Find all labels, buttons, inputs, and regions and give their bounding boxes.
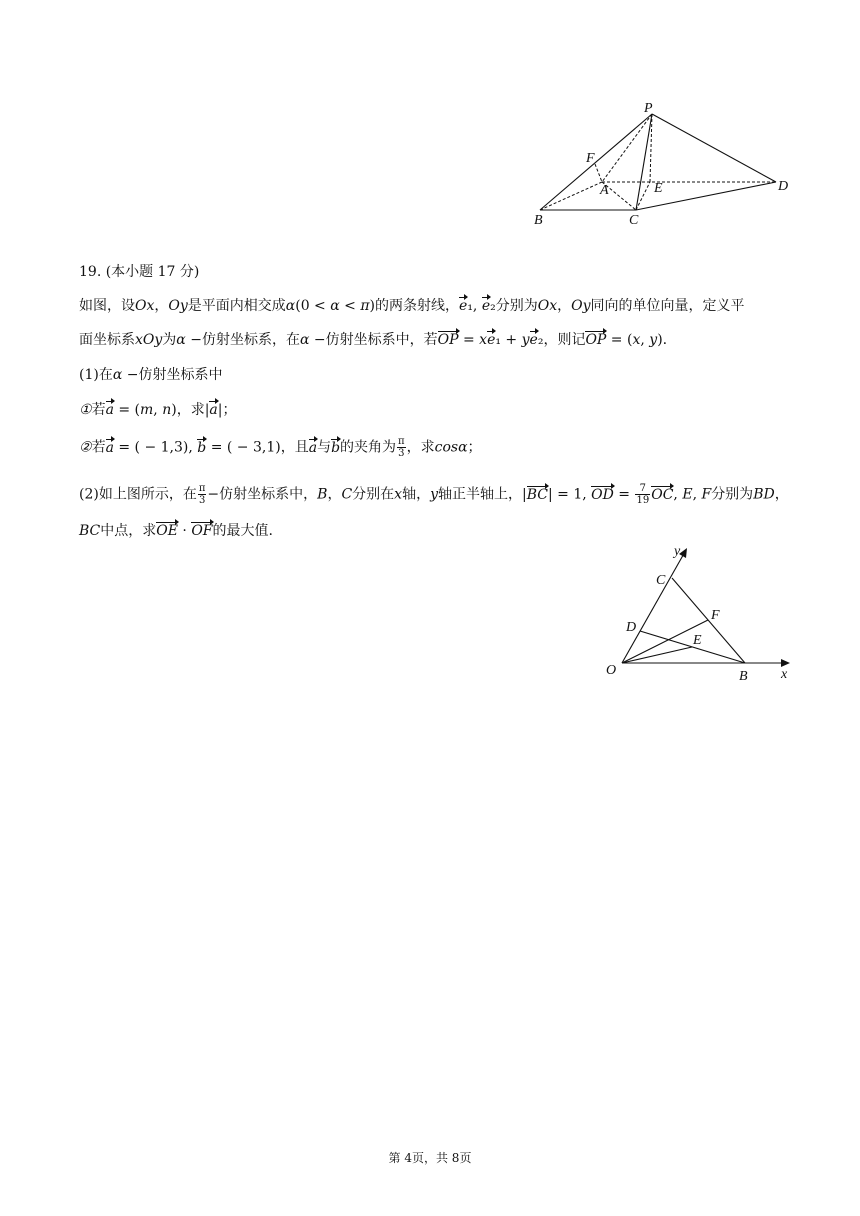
part1-item-2: ②若a = ( − 1,3), b = ( − 3,1)，且a与b的夹角为 $\frac{\pi}{3}$ ，求cosα； <box>79 436 482 459</box>
label-D: D <box>626 620 637 635</box>
question-intro-line-2: 面坐标系xOy为α −仿射坐标系，在α −仿射坐标系中，若OP = xe₁ + ye₂，则记OP = (x, y). <box>79 332 668 348</box>
question-number: 19. (本小题 17 分) <box>79 264 200 280</box>
question-intro-line-1: 如图，设Ox，Oy是平面内相交成α(0 < α < π)的两条射线，e₁, e₂分别为Ox，Oy同向的单位向量，定义平 <box>79 298 745 314</box>
label-F: F <box>586 151 595 166</box>
label-E: E <box>654 181 663 196</box>
label-B: B <box>534 213 543 228</box>
label-B: B <box>739 669 748 684</box>
part2-line-1: (2)如上图所示，在 $\frac{\pi}{3}$ −仿射坐标系中，B，C分别在x轴，y轴正半轴上，|BC| = 1, OD = $\frac{7}{19}$ OC, E, F分别为BD， <box>79 483 789 506</box>
label-D: D <box>778 179 789 194</box>
part1-item-1: ①若a = (m, n)，求|a|； <box>79 402 237 418</box>
part2-line-2: BC中点，求OE · OF的最大值. <box>79 523 273 539</box>
label-F: F <box>711 608 720 623</box>
label-O: O <box>606 663 617 678</box>
part1-heading: (1)在α −仿射坐标系中 <box>79 367 223 383</box>
label-x: x <box>781 667 788 682</box>
label-A: A <box>600 183 609 198</box>
pyramid-figure <box>530 100 800 230</box>
label-P: P <box>644 101 653 116</box>
label-E: E <box>693 633 702 648</box>
label-y: y <box>674 544 681 559</box>
label-C: C <box>629 213 639 228</box>
page-footer: 第 4页，共 8页 <box>388 1151 472 1165</box>
affine-figure <box>600 540 800 685</box>
label-C: C <box>656 573 666 588</box>
